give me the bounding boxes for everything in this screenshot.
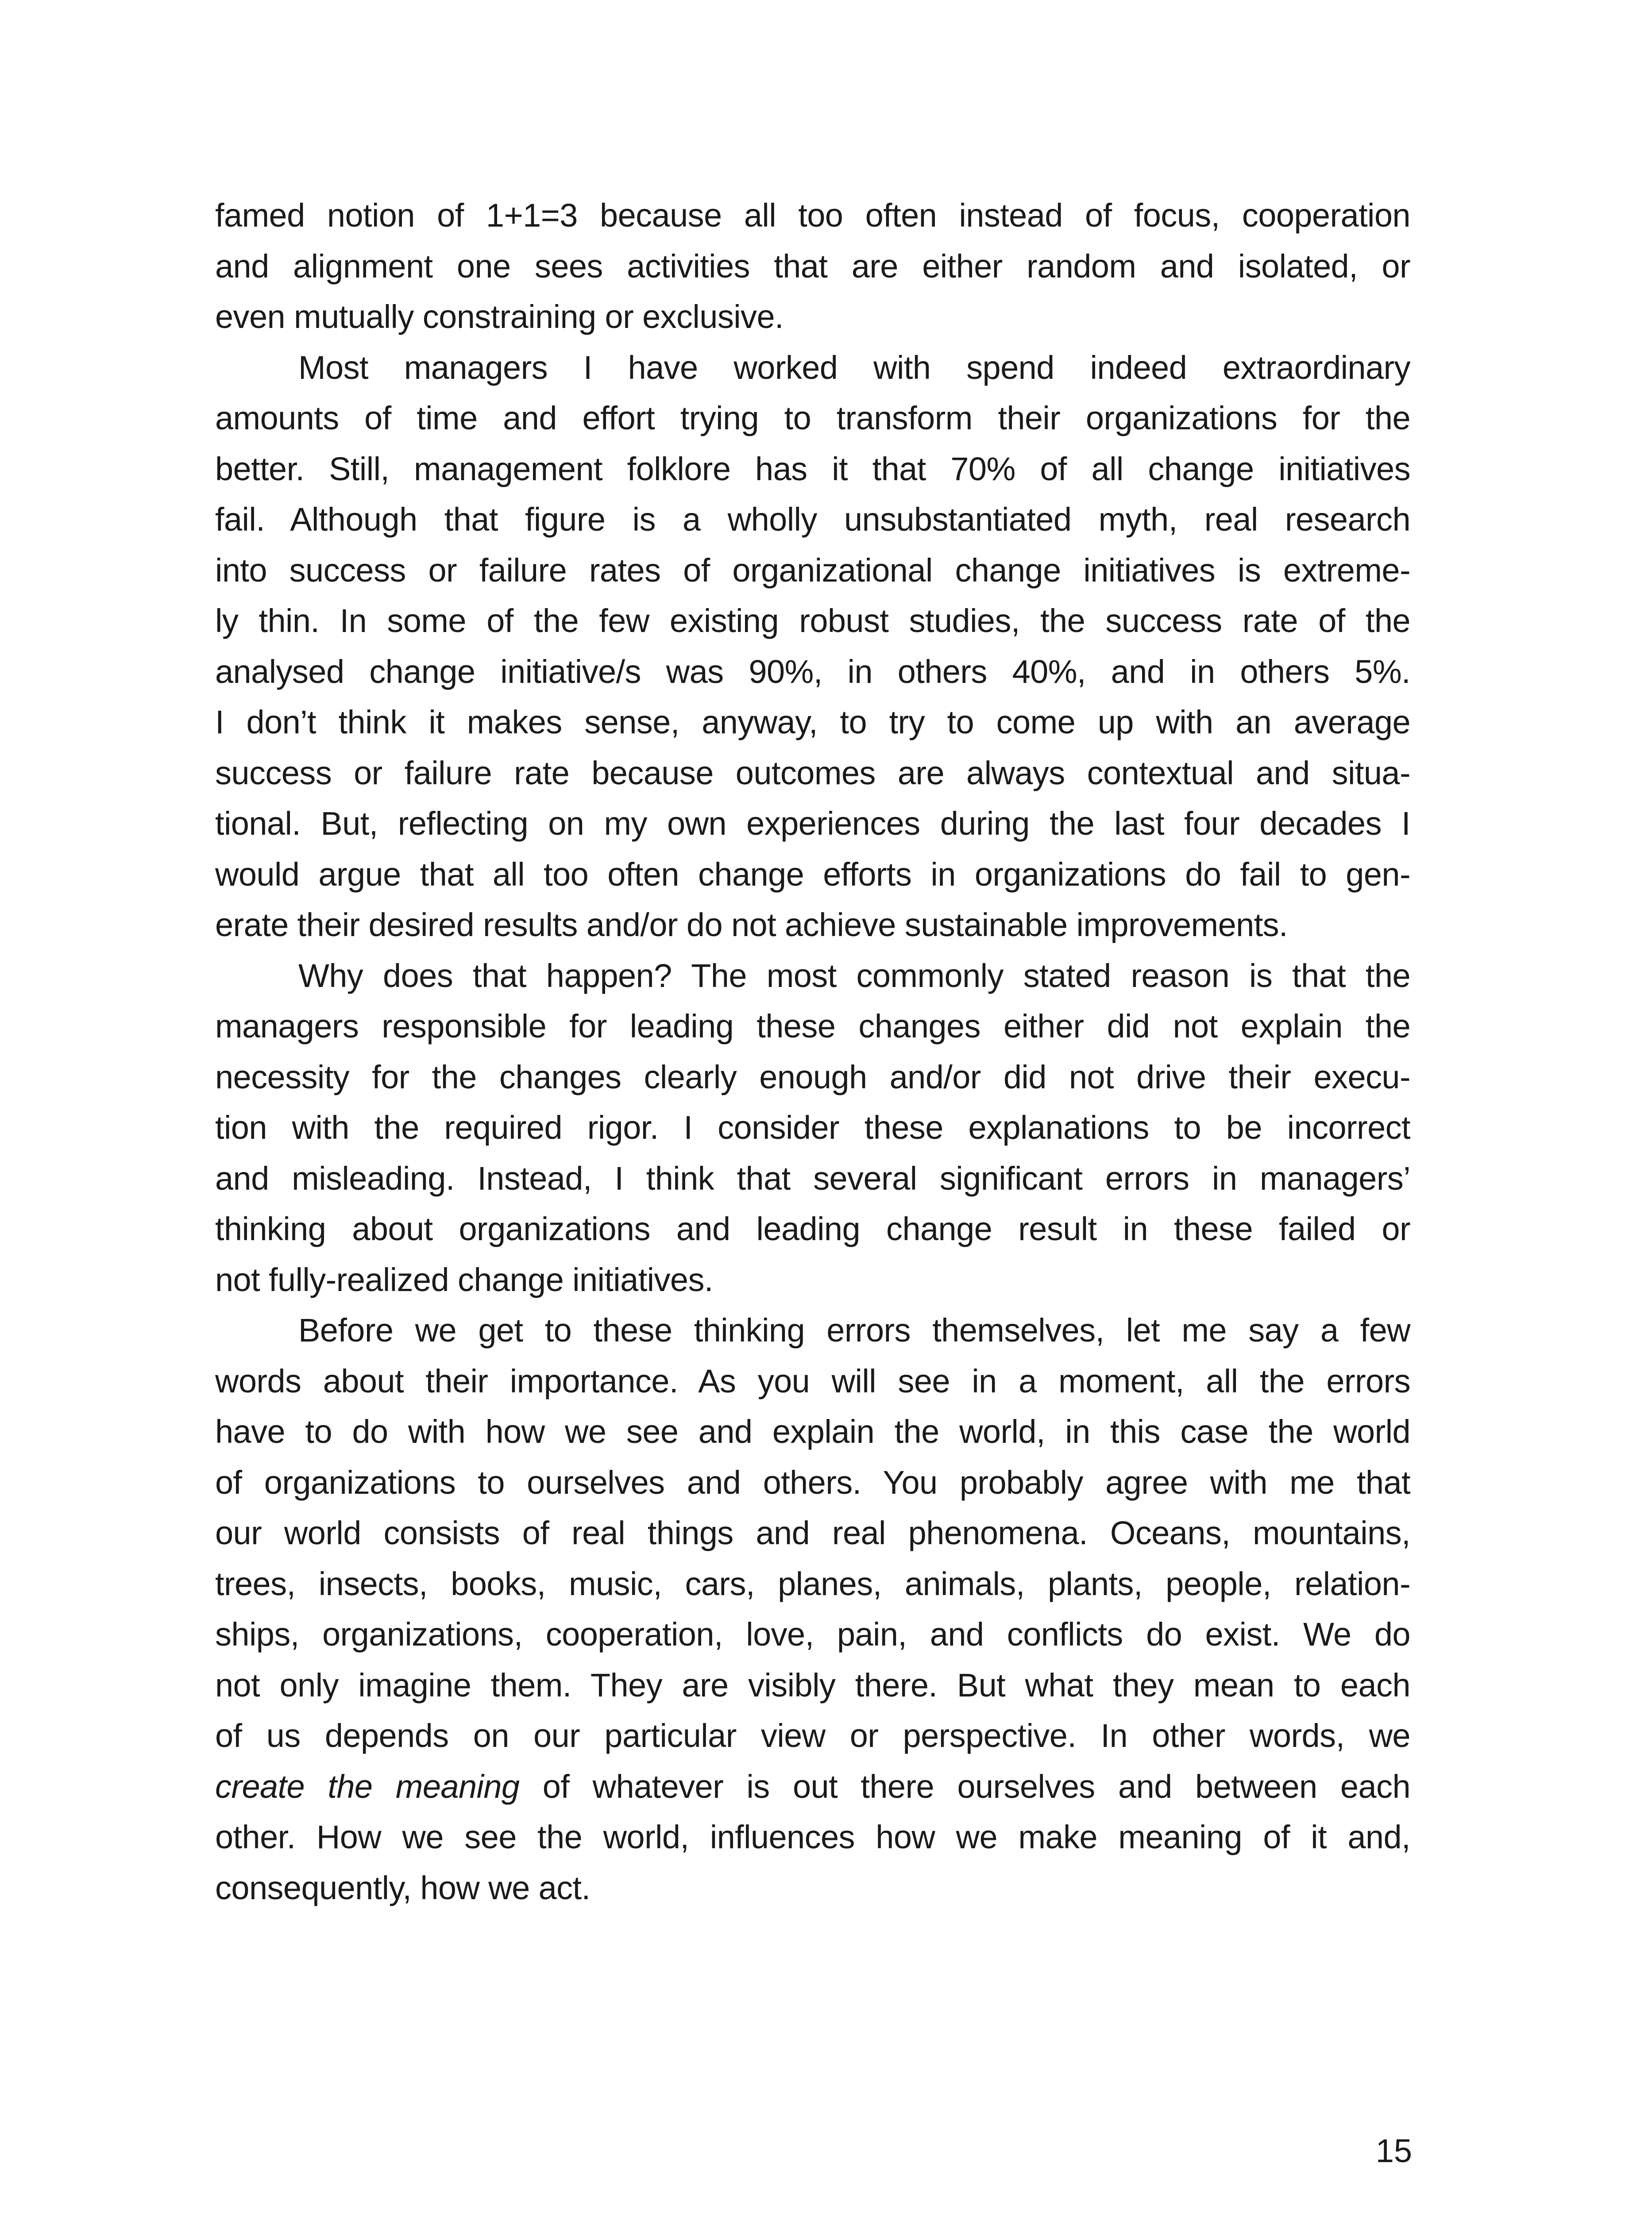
text-line: Why does that happen? The most commonly stated reason is that the xyxy=(298,957,1410,994)
text-line: trees, insects, books, music, cars, planes, animals, plants, people, relation- xyxy=(215,1565,1410,1602)
text-line: amounts of time and effort trying to transform their organizations for the xyxy=(215,400,1410,436)
text-line: better. Still, management folklore has it that 70% of all change initiatives xyxy=(215,450,1410,487)
text-line: our world consists of real things and real phenomena. Oceans, mountains, xyxy=(215,1515,1410,1551)
text-line: have to do with how we see and explain the world, in this case the world xyxy=(215,1413,1410,1450)
text-line: not only imagine them. They are visibly there. But what they mean to each xyxy=(215,1666,1410,1704)
text-line: fail. Although that figure is a wholly unsubstantiated myth, real research xyxy=(215,501,1410,538)
paragraph-4 xyxy=(215,1305,1410,1913)
paragraph-2 xyxy=(215,343,1410,951)
text-line: consequently, how we act. xyxy=(215,1869,591,1906)
text-line: even mutually constraining or exclusive. xyxy=(215,298,784,335)
text-line: I don’t think it makes sense, anyway, to try to come up with an average xyxy=(215,704,1410,740)
text-line: and alignment one sees activities that are either random and isolated, or xyxy=(215,247,1410,285)
text-line: of us depends on our particular view or perspective. In other words, we xyxy=(215,1717,1410,1754)
body-text xyxy=(215,190,1410,1913)
text-line: Before we get to these thinking errors themselves, let me say a few xyxy=(298,1312,1410,1349)
text-line: would argue that all too often change efforts in organizations do fail to gen- xyxy=(215,856,1410,893)
paragraph-3 xyxy=(215,951,1410,1306)
text-line: ly thin. In some of the few existing robust studies, the success rate of the xyxy=(215,602,1410,639)
emphasis-text: create the meaning xyxy=(215,1768,520,1805)
text-line: necessity for the changes clearly enough and/or did not drive their execu- xyxy=(215,1058,1410,1095)
text-line: and misleading. Instead, I think that several significant errors in managers’ xyxy=(215,1160,1410,1197)
text-line: not fully-realized change initiatives. xyxy=(215,1261,713,1298)
text-line: success or failure rate because outcomes are always contextual and situa- xyxy=(215,754,1410,791)
text-line: of organizations to ourselves and others. You probably agree with me that xyxy=(215,1464,1410,1501)
text-line: tional. But, reflecting on my own experiences during the last four decades I xyxy=(215,805,1410,842)
text-line: managers responsible for leading these changes either did not explain the xyxy=(215,1008,1410,1045)
page-number: 15 xyxy=(1375,2132,1412,2169)
text-line: tion with the required rigor. I consider these explanations to be incorrect xyxy=(215,1109,1410,1146)
text-line: thinking about organizations and leading change result in these failed or xyxy=(215,1211,1410,1247)
text-line: into success or failure rates of organizational change initiatives is extreme- xyxy=(215,551,1410,589)
text-line: analysed change initiative/s was 90%, in others 40%, and in others 5%. xyxy=(215,653,1410,690)
text-line: ships, organizations, cooperation, love, pain, and conflicts do exist. We do xyxy=(215,1616,1410,1653)
text-line-with-emphasis xyxy=(215,1762,1410,1812)
text-line: words about their importance. As you will see in a moment, all the errors xyxy=(215,1362,1410,1400)
text-line: famed notion of 1+1=3 because all too often instead of focus, cooperation xyxy=(215,197,1410,234)
text-line: erate their desired results and/or do not achieve sustainable improvements. xyxy=(215,906,1288,943)
text-line: other. How we see the world, influences how we make meaning of it and, xyxy=(215,1819,1410,1855)
text-line-rest: of whatever is out there ourselves and between each xyxy=(519,1768,1410,1805)
paragraph-1 xyxy=(215,190,1410,343)
text-line: Most managers I have worked with spend indeed extraordinary xyxy=(298,349,1410,386)
